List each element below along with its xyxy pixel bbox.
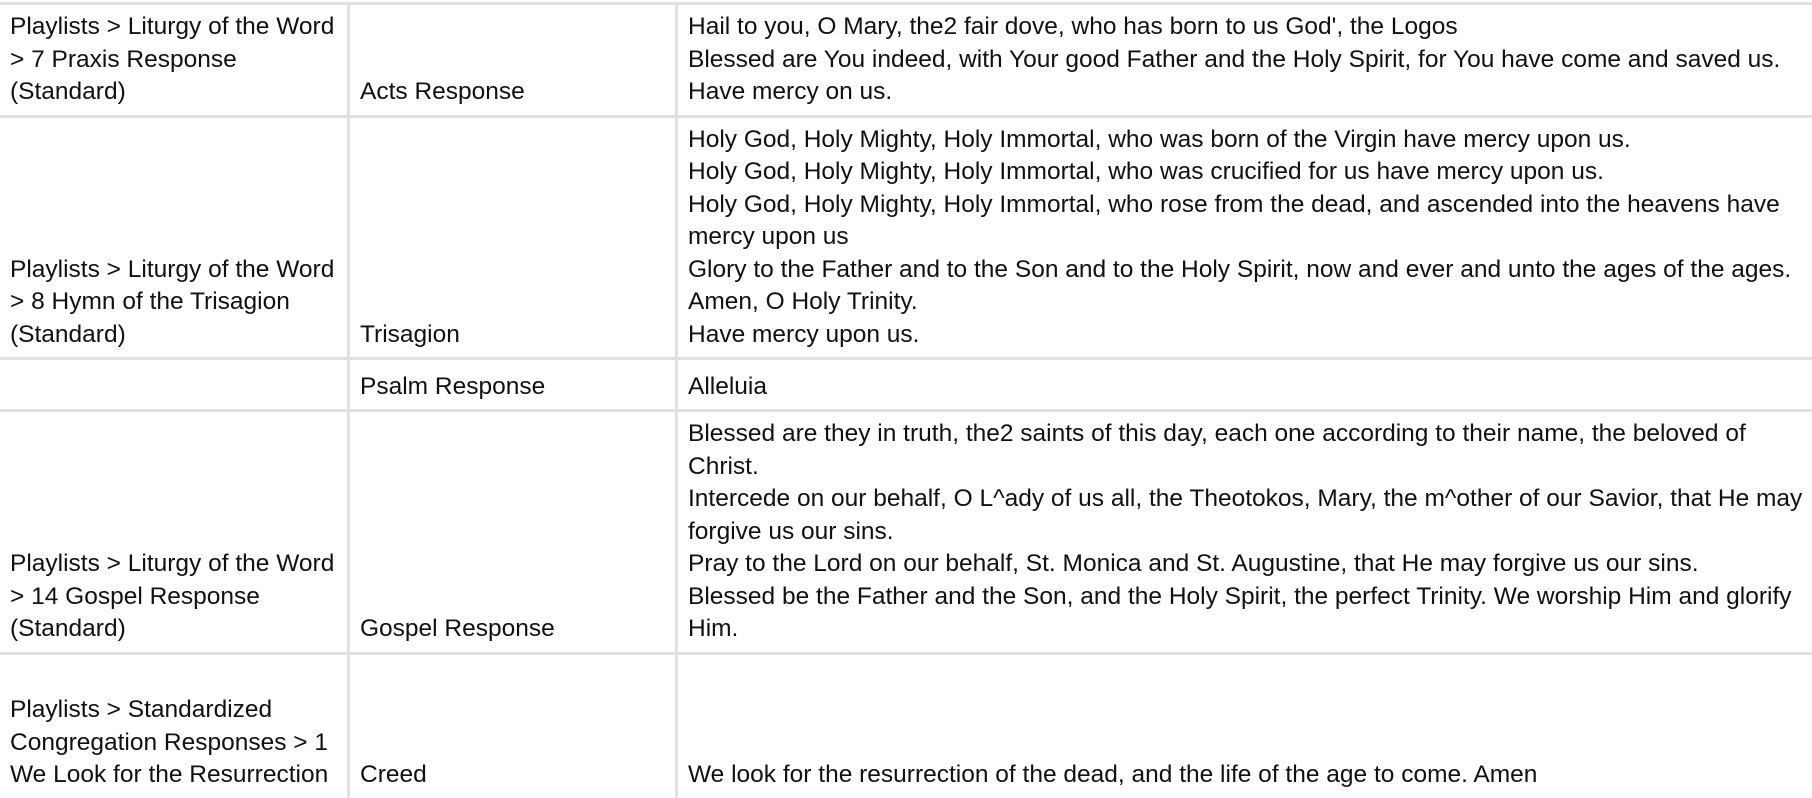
- path-cell[interactable]: [0, 359, 349, 411]
- lyric-line: Holy God, Holy Mighty, Holy Immortal, who was crucified for us have mercy upon us.: [688, 158, 1604, 185]
- lyric-line: We look for the resurrection of the dead, and the life of the age to come. Amen: [688, 761, 1538, 788]
- lyric-line: Holy God, Holy Mighty, Holy Immortal, who rose from the dead, and ascended into the heavens have mercy upon us: [688, 190, 1780, 250]
- table-row: [0, 653, 1812, 798]
- lyrics-cell[interactable]: [677, 653, 1812, 798]
- lyric-line: Blessed be the Father and the Son, and the Holy Spirit, the perfect Trinity. We worship Him and glorify Him.: [688, 582, 1792, 642]
- lyrics-cell[interactable]: [677, 411, 1812, 654]
- lyric-line: Blessed are they in truth, the2 saints of this day, each one according to their name, the beloved of Christ.: [688, 420, 1746, 480]
- lyrics-cell[interactable]: [677, 4, 1812, 117]
- table-row: [0, 411, 1812, 654]
- title-cell[interactable]: Gospel Response: [349, 411, 677, 654]
- lyric-line: Pray to the Lord on our behalf, St. Monica and St. Augustine, that He may forgive us our sins.: [688, 550, 1699, 577]
- table-row: [0, 359, 1812, 411]
- title-cell[interactable]: Psalm Response: [349, 359, 677, 411]
- table-row: [0, 4, 1812, 117]
- lyric-line: Hail to you, O Mary, the2 fair dove, who has born to us God', the Logos: [688, 13, 1458, 40]
- path-cell[interactable]: Playlists > Standardized Congregation Responses > 1 We Look for the Resurrection: [0, 653, 349, 798]
- lyric-line: Blessed are You indeed, with Your good Father and the Holy Spirit, for You have come and saved us. Have mercy on us.: [688, 45, 1781, 105]
- title-cell[interactable]: Trisagion: [349, 116, 677, 359]
- lyrics-cell[interactable]: [677, 116, 1812, 359]
- path-cell[interactable]: Playlists > Liturgy of the Word > 7 Praxis Response (Standard): [0, 4, 349, 117]
- lyric-line: Holy God, Holy Mighty, Holy Immortal, who was born of the Virgin have mercy upon us.: [688, 125, 1631, 153]
- lyrics-cell[interactable]: [677, 359, 1812, 411]
- title-cell[interactable]: Creed: [349, 653, 677, 798]
- lyric-line: Have mercy upon us.: [688, 320, 920, 348]
- title-cell[interactable]: Acts Response: [349, 4, 677, 117]
- lyric-line: Intercede on our behalf, O L^ady of us all, the Theotokos, Mary, the m^other of our Savior, that He may forgive us our sins.: [688, 485, 1803, 545]
- path-cell[interactable]: Playlists > Liturgy of the Word > 14 Gospel Response (Standard): [0, 411, 349, 654]
- path-cell[interactable]: Playlists > Liturgy of the Word > 8 Hymn of the Trisagion (Standard): [0, 116, 349, 359]
- responses-table: [0, 2, 1812, 798]
- lyric-line: Glory to the Father and to the Son and to the Holy Spirit, now and ever and unto the ages of the ages. Amen, O Holy Trinity.: [688, 255, 1792, 315]
- table-row: [0, 116, 1812, 359]
- lyric-line: Alleluia: [688, 372, 767, 400]
